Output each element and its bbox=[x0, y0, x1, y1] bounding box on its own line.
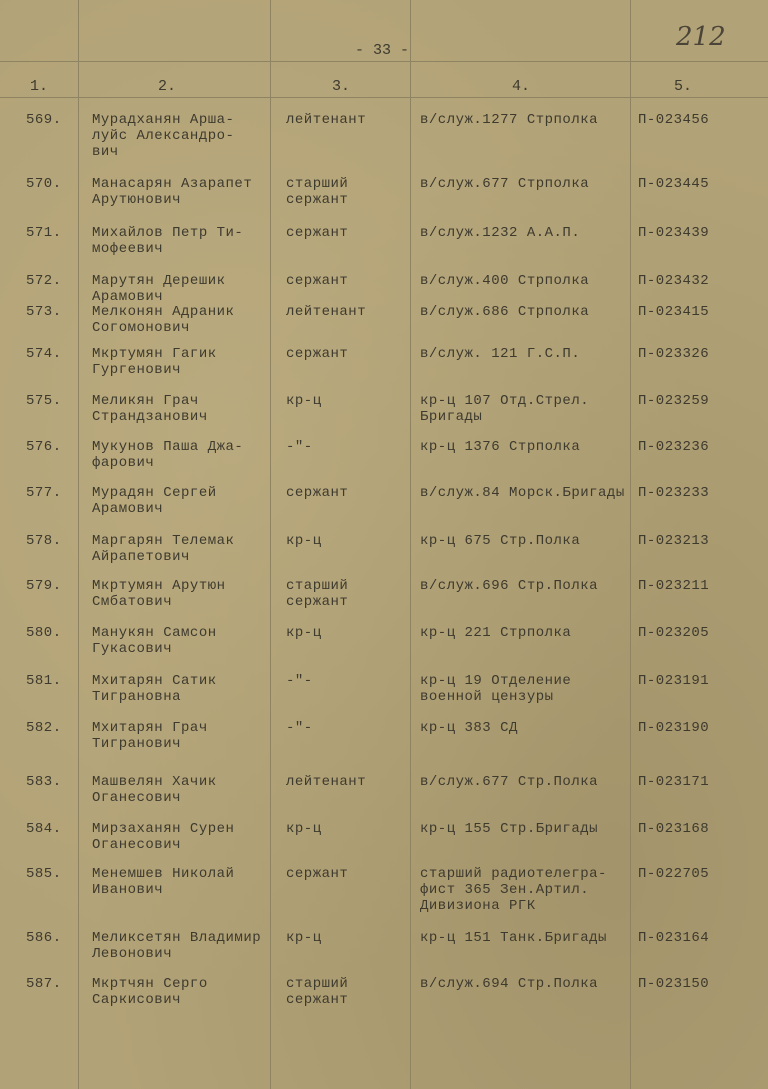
cell-service: кр-ц 151 Танк.Бригады bbox=[420, 930, 607, 946]
cell-code: П-023456 bbox=[638, 112, 710, 128]
column-divider bbox=[78, 0, 79, 1089]
cell-service: в/служ.677 Стрполка bbox=[420, 176, 590, 192]
column-divider bbox=[410, 0, 411, 1089]
cell-rank: сержант bbox=[286, 485, 349, 501]
cell-name: Меликсетян Владимир Левонович bbox=[92, 930, 262, 962]
cell-service: в/служ.696 Стр.Полка bbox=[420, 578, 599, 594]
cell-code: П-023233 bbox=[638, 485, 710, 501]
cell-code: П-023259 bbox=[638, 393, 710, 409]
cell-name: Михайлов Петр Ти- мофеевич bbox=[92, 225, 244, 257]
cell-rank: кр-ц bbox=[286, 533, 322, 549]
column-header: 5. bbox=[674, 78, 693, 95]
cell-num: 586. bbox=[26, 930, 62, 946]
cell-num: 573. bbox=[26, 304, 62, 320]
cell-service: в/служ.1277 Стрполка bbox=[420, 112, 599, 128]
cell-service: кр-ц 107 Отд.Стрел. Бригады bbox=[420, 393, 590, 425]
cell-name: Мурадян Сергей Арамович bbox=[92, 485, 217, 517]
cell-name: Манасарян Азарапет Арутюнович bbox=[92, 176, 253, 208]
cell-rank: сержант bbox=[286, 273, 349, 289]
cell-rank: лейтенант bbox=[286, 112, 367, 128]
cell-name: Меликян Грач Страндзанович bbox=[92, 393, 208, 425]
cell-code: П-023211 bbox=[638, 578, 710, 594]
cell-name: Маргарян Телемак Айрапетович bbox=[92, 533, 235, 565]
cell-name: Мкртчян Серго Саркисович bbox=[92, 976, 208, 1008]
column-divider bbox=[630, 0, 631, 1089]
page-number: - 33 - bbox=[355, 42, 410, 59]
cell-rank: -"- bbox=[286, 673, 313, 689]
cell-num: 571. bbox=[26, 225, 62, 241]
cell-code: П-023326 bbox=[638, 346, 710, 362]
cell-rank: лейтенант bbox=[286, 304, 367, 320]
column-header: 4. bbox=[512, 78, 531, 95]
cell-code: П-023190 bbox=[638, 720, 710, 736]
cell-num: 577. bbox=[26, 485, 62, 501]
cell-num: 578. bbox=[26, 533, 62, 549]
header-divider bbox=[0, 61, 768, 62]
cell-code: П-023432 bbox=[638, 273, 710, 289]
cell-code: П-023439 bbox=[638, 225, 710, 241]
cell-name: Менемшев Николай Иванович bbox=[92, 866, 235, 898]
cell-rank: лейтенант bbox=[286, 774, 367, 790]
cell-name: Мкртумян Арутюн Смбатович bbox=[92, 578, 226, 610]
cell-service: в/служ. 121 Г.С.П. bbox=[420, 346, 581, 362]
cell-num: 581. bbox=[26, 673, 62, 689]
cell-service: кр-ц 221 Стрполка bbox=[420, 625, 572, 641]
cell-service: в/служ.400 Стрполка bbox=[420, 273, 590, 289]
cell-num: 587. bbox=[26, 976, 62, 992]
cell-name: Мелконян Адраник Согомонович bbox=[92, 304, 235, 336]
cell-name: Мкртумян Гагик Гургенович bbox=[92, 346, 217, 378]
cell-rank: старший сержант bbox=[286, 578, 349, 610]
column-header: 2. bbox=[158, 78, 177, 95]
cell-service: старший радиотелегра- фист 365 Зен.Артил. Дивизиона РГК bbox=[420, 866, 607, 914]
cell-service: кр-ц 1376 Стрполка bbox=[420, 439, 581, 455]
cell-num: 580. bbox=[26, 625, 62, 641]
cell-num: 585. bbox=[26, 866, 62, 882]
cell-rank: старший сержант bbox=[286, 976, 349, 1008]
header-divider bbox=[0, 97, 768, 98]
cell-code: П-023168 bbox=[638, 821, 710, 837]
cell-service: в/служ.677 Стр.Полка bbox=[420, 774, 599, 790]
cell-name: Машвелян Хачик Оганесович bbox=[92, 774, 217, 806]
cell-num: 575. bbox=[26, 393, 62, 409]
column-divider bbox=[270, 0, 271, 1089]
archive-sheet-number: 212 bbox=[676, 22, 726, 52]
cell-name: Мурадханян Арша- луйс Александро- вич bbox=[92, 112, 235, 160]
cell-service: в/служ.1232 А.А.П. bbox=[420, 225, 581, 241]
cell-service: в/служ.686 Стрполка bbox=[420, 304, 590, 320]
cell-rank: -"- bbox=[286, 439, 313, 455]
cell-code: П-023415 bbox=[638, 304, 710, 320]
cell-num: 582. bbox=[26, 720, 62, 736]
column-header: 3. bbox=[332, 78, 351, 95]
cell-code: П-023213 bbox=[638, 533, 710, 549]
cell-num: 572. bbox=[26, 273, 62, 289]
cell-rank: кр-ц bbox=[286, 821, 322, 837]
cell-num: 576. bbox=[26, 439, 62, 455]
cell-rank: кр-ц bbox=[286, 930, 322, 946]
cell-name: Мхитарян Сатик Тиграновна bbox=[92, 673, 217, 705]
cell-num: 579. bbox=[26, 578, 62, 594]
cell-service: в/служ.84 Морск.Бригады bbox=[420, 485, 625, 501]
cell-num: 569. bbox=[26, 112, 62, 128]
cell-code: П-022705 bbox=[638, 866, 710, 882]
cell-code: П-023445 bbox=[638, 176, 710, 192]
cell-name: Манукян Самсон Гукасович bbox=[92, 625, 217, 657]
cell-rank: сержант bbox=[286, 866, 349, 882]
cell-service: кр-ц 383 СД bbox=[420, 720, 518, 736]
cell-rank: -"- bbox=[286, 720, 313, 736]
cell-name: Мукунов Паша Джа- фарович bbox=[92, 439, 244, 471]
cell-service: кр-ц 675 Стр.Полка bbox=[420, 533, 581, 549]
cell-name: Мирзаханян Сурен Оганесович bbox=[92, 821, 235, 853]
cell-rank: кр-ц bbox=[286, 625, 322, 641]
cell-service: кр-ц 19 Отделение военной цензуры bbox=[420, 673, 572, 705]
cell-rank: старший сержант bbox=[286, 176, 349, 208]
cell-code: П-023205 bbox=[638, 625, 710, 641]
cell-name: Мхитарян Грач Тигранович bbox=[92, 720, 208, 752]
cell-rank: кр-ц bbox=[286, 393, 322, 409]
column-header: 1. bbox=[30, 78, 49, 95]
cell-rank: сержант bbox=[286, 225, 349, 241]
cell-rank: сержант bbox=[286, 346, 349, 362]
cell-name: Марутян Дерешик Арамович bbox=[92, 273, 226, 305]
cell-service: кр-ц 155 Стр.Бригады bbox=[420, 821, 599, 837]
cell-num: 583. bbox=[26, 774, 62, 790]
cell-code: П-023150 bbox=[638, 976, 710, 992]
cell-num: 584. bbox=[26, 821, 62, 837]
cell-code: П-023164 bbox=[638, 930, 710, 946]
cell-service: в/служ.694 Стр.Полка bbox=[420, 976, 599, 992]
cell-code: П-023236 bbox=[638, 439, 710, 455]
cell-code: П-023171 bbox=[638, 774, 710, 790]
cell-code: П-023191 bbox=[638, 673, 710, 689]
cell-num: 574. bbox=[26, 346, 62, 362]
cell-num: 570. bbox=[26, 176, 62, 192]
